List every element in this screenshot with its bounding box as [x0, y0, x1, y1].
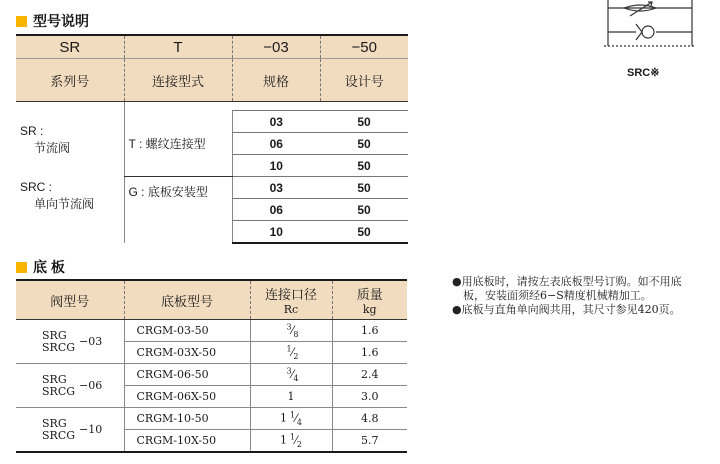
port-size-cell: $^3⁄_4$ — [250, 364, 332, 386]
connection-code: G — [128, 185, 138, 199]
port-size-cell: $^3⁄_8$ — [250, 320, 332, 342]
rc-numerator: 1 — [286, 344, 292, 354]
header-valve-model: 阀型号 — [16, 280, 124, 320]
connection-code: T — [128, 136, 136, 151]
port-size-cell: $^1⁄_2$ — [250, 342, 332, 364]
table-row — [16, 408, 407, 430]
port-size-cell — [250, 386, 332, 408]
table-row — [16, 364, 407, 386]
rc-whole: 1 — [279, 411, 287, 425]
rc-numerator: 1 — [289, 432, 296, 442]
valve-b: SRCG — [42, 384, 76, 398]
series-code: SR : — [20, 123, 44, 138]
rc-whole: 1 — [279, 433, 287, 447]
series-src — [16, 177, 124, 244]
title-square-icon — [16, 16, 27, 27]
size-cell: 10 — [232, 221, 320, 244]
port-size-cell: 1 $^1⁄_4$ — [250, 408, 332, 430]
design-cell: 50 — [320, 177, 408, 199]
valve-suffix: −10 — [79, 422, 103, 436]
design-cell: 50 — [320, 111, 408, 133]
size-cell: 10 — [232, 155, 320, 177]
header-port-size — [250, 280, 332, 320]
series-sr — [16, 111, 124, 177]
mass-cell: 3.0 — [332, 386, 407, 408]
valve-suffix: −03 — [79, 334, 103, 348]
rc-numerator: 3 — [286, 366, 292, 376]
rc-denominator: 8 — [293, 329, 299, 339]
rc-whole: 1 — [287, 390, 295, 403]
connection-g: G : 底板安装型 — [124, 177, 232, 244]
header-mass — [332, 280, 407, 320]
header-connection: 连接型式 — [124, 59, 232, 102]
code-size: −03 — [232, 35, 320, 59]
rc-denominator: 2 — [296, 439, 303, 449]
connection-name: 底板安装型 — [147, 185, 208, 199]
size-cell: 06 — [232, 133, 320, 155]
valve-model-cell — [16, 408, 124, 453]
header-mass-text: 质量 — [356, 288, 383, 303]
series-name: 节流阀 — [34, 140, 71, 155]
subplate-table — [16, 279, 407, 453]
note-item: ●底板与直角单向阀共用，其尺寸参见420页。 — [452, 303, 681, 316]
size-cell: 03 — [232, 177, 320, 199]
header-plate-text: 底板型号 — [160, 294, 213, 310]
mass-cell: 4.8 — [332, 408, 407, 430]
header-mass-unit: kg — [362, 303, 377, 316]
size-cell: 06 — [232, 199, 320, 221]
valve-model-cell — [16, 364, 124, 408]
model-code-table — [16, 34, 408, 244]
valve-suffix: −06 — [79, 378, 103, 392]
mass-cell: 5.7 — [332, 430, 407, 453]
design-cell: 50 — [320, 199, 408, 221]
mass-cell: 1.6 — [332, 320, 407, 342]
plate-model-cell: CRGM-03X-50 — [124, 342, 250, 364]
mass-cell: 2.4 — [332, 364, 407, 386]
plate-model-cell: CRGM-06X-50 — [124, 386, 250, 408]
header-design: 设计号 — [320, 59, 408, 102]
plate-model-cell: CRGM-10X-50 — [124, 430, 250, 453]
header-port-text: 连接口径 — [264, 288, 317, 303]
design-cell: 50 — [320, 221, 408, 244]
rc-denominator: 4 — [296, 417, 303, 427]
section-title-model — [16, 11, 89, 31]
plate-model-cell: CRGM-03-50 — [124, 320, 250, 342]
header-port-unit: Rc — [283, 303, 299, 316]
plate-model-cell: CRGM-06-50 — [124, 364, 250, 386]
series-name: 单向节流阀 — [34, 196, 95, 211]
title-square-icon — [16, 262, 27, 273]
header-plate-model — [124, 280, 250, 320]
valve-b: SRCG — [42, 428, 76, 442]
plate-model-cell: CRGM-10-50 — [124, 408, 250, 430]
valve-model-cell — [16, 320, 124, 364]
section-title-text: 型号说明 — [33, 13, 89, 29]
section-title-text: 底 板 — [33, 259, 65, 275]
connection-t: T : 螺纹连接型 — [124, 111, 232, 177]
rc-denominator: 4 — [293, 373, 299, 383]
section-title-subplate — [16, 257, 65, 277]
series-code: SRC : — [20, 179, 53, 194]
code-connection: T — [124, 35, 232, 59]
rc-numerator: 1 — [289, 410, 296, 420]
mass-cell: 1.6 — [332, 342, 407, 364]
rc-numerator: 3 — [286, 322, 292, 332]
header-series: 系列号 — [16, 59, 124, 102]
valve-a: SRG — [42, 416, 67, 430]
design-cell: 50 — [320, 155, 408, 177]
code-design: −50 — [320, 35, 408, 59]
check-throttle-valve-symbol-icon — [600, 0, 700, 56]
design-cell: 50 — [320, 133, 408, 155]
notes — [452, 275, 702, 317]
table-row — [16, 320, 407, 342]
valve-b: SRCG — [42, 340, 76, 354]
note-item: ●用底板时，请按左表底板型号订购。如不用底板，安装面须经6−S精度机械精加工。 — [452, 275, 682, 302]
header-size: 规格 — [232, 59, 320, 102]
code-series: SR — [16, 35, 124, 59]
valve-a: SRG — [42, 372, 67, 386]
size-cell: 03 — [232, 111, 320, 133]
port-size-cell: 1 $^1⁄_2$ — [250, 430, 332, 453]
rc-denominator: 2 — [293, 351, 299, 361]
valve-a: SRG — [42, 328, 67, 342]
connection-name: 螺纹连接型 — [145, 136, 206, 151]
symbol-label: SRC※ — [627, 67, 660, 79]
